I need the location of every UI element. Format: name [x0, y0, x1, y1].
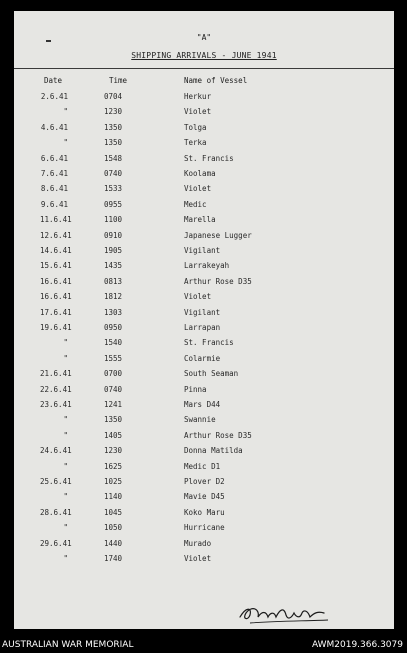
row-date: 16.6.41	[40, 276, 72, 286]
row-date: 4.6.41	[40, 122, 68, 132]
row-vessel: Vigilant	[184, 307, 221, 317]
table-row	[14, 369, 394, 384]
document-mark: "A"	[196, 33, 212, 42]
table-row	[14, 323, 394, 338]
row-date: 22.6.41	[40, 384, 72, 394]
row-time: 1303	[104, 307, 123, 317]
table-row	[14, 92, 394, 107]
row-date: 8.6.41	[40, 184, 68, 194]
row-date: "	[63, 461, 68, 471]
row-time: 1625	[104, 461, 123, 471]
row-vessel: Violet	[184, 554, 212, 563]
footer-institution: AUSTRALIAN WAR MEMORIAL	[2, 640, 134, 650]
row-vessel: Tolga	[184, 122, 207, 132]
row-vessel: Donna Matilda	[184, 446, 243, 456]
row-vessel: Murado	[184, 538, 212, 548]
row-time: 0813	[104, 276, 123, 286]
row-time: 1440	[104, 538, 123, 548]
row-time: 0704	[104, 92, 123, 101]
row-vessel: Arthur Rose D35	[184, 430, 252, 440]
row-time: 0740	[104, 169, 123, 178]
row-time: 1100	[104, 215, 123, 225]
table-row	[14, 462, 394, 477]
table-row	[14, 107, 394, 122]
table-row	[14, 446, 394, 461]
row-date: 19.6.41	[40, 323, 72, 332]
table-row	[14, 215, 394, 230]
row-date: 15.6.41	[40, 261, 72, 271]
table-row	[14, 338, 394, 353]
row-vessel: Japanese Lugger	[184, 230, 252, 240]
row-time: 1548	[104, 153, 123, 163]
table-row	[14, 261, 394, 276]
table-row	[14, 508, 394, 523]
row-date: 7.6.41	[40, 169, 68, 178]
table-row	[14, 539, 394, 554]
row-date: 6.6.41	[40, 153, 68, 163]
row-date: "	[63, 353, 68, 363]
row-time: 1905	[104, 246, 123, 255]
row-date: 28.6.41	[40, 507, 72, 517]
row-vessel: Arthur Rose D35	[184, 276, 252, 286]
row-time: 0740	[104, 384, 123, 394]
row-time: 1230	[104, 446, 123, 456]
row-date: 23.6.41	[40, 400, 72, 409]
table-row	[14, 492, 394, 507]
row-vessel: Medic D1	[184, 461, 221, 471]
row-vessel: Colarmie	[184, 353, 221, 363]
row-time: 1045	[104, 507, 123, 517]
row-vessel: Medic	[184, 199, 207, 209]
row-vessel: Violet	[184, 184, 212, 194]
row-date: "	[63, 430, 68, 440]
row-vessel: Mavie D45	[184, 492, 225, 502]
row-time: 1050	[104, 523, 123, 533]
row-time: 1350	[104, 415, 123, 425]
row-date: "	[63, 492, 68, 502]
row-time: 1350	[104, 122, 123, 132]
table-row	[14, 523, 394, 538]
document-title: SHIPPING ARRIVALS - JUNE 1941	[131, 51, 277, 60]
table-row	[14, 246, 394, 261]
row-date: 2.6.41	[40, 92, 68, 101]
row-vessel: Pinna	[184, 384, 207, 394]
table-row	[14, 138, 394, 153]
row-time: 0910	[104, 230, 123, 240]
row-date: "	[63, 415, 68, 425]
row-vessel: Koko Maru	[184, 507, 225, 517]
row-time: 1140	[104, 492, 123, 502]
row-vessel: Koolama	[184, 169, 216, 178]
row-vessel: St. Francis	[184, 338, 234, 348]
row-date: 21.6.41	[40, 369, 72, 379]
row-vessel: Terka	[184, 138, 207, 148]
table-row	[14, 354, 394, 369]
table-row	[14, 400, 394, 415]
row-vessel: Larrakeyah	[184, 261, 230, 271]
row-date: "	[63, 523, 68, 533]
column-header-date: Date	[44, 76, 63, 85]
row-date: "	[63, 554, 68, 563]
table-row	[14, 200, 394, 215]
row-time: 0700	[104, 369, 123, 379]
row-vessel: Swannie	[184, 415, 216, 425]
row-vessel: Marella	[184, 215, 216, 225]
table-row	[14, 477, 394, 492]
row-time: 1740	[104, 554, 123, 563]
row-time: 1405	[104, 430, 123, 440]
row-date: 14.6.41	[40, 246, 72, 255]
column-header-vessel: Name of Vessel	[184, 76, 248, 85]
table-row	[14, 184, 394, 199]
table-row	[14, 415, 394, 430]
row-vessel: Mars D44	[184, 400, 221, 409]
row-vessel: South Seaman	[184, 369, 239, 379]
row-date: 24.6.41	[40, 446, 72, 456]
row-vessel: Hurricane	[184, 523, 225, 533]
table-row	[14, 231, 394, 246]
row-vessel: St. Francis	[184, 153, 234, 163]
table-row	[14, 554, 394, 569]
row-time: 0955	[104, 199, 123, 209]
header-rule	[14, 68, 394, 69]
table-row	[14, 308, 394, 323]
row-time: 1555	[104, 353, 123, 363]
row-time: 1435	[104, 261, 123, 271]
row-time: 1812	[104, 292, 123, 302]
row-time: 1540	[104, 338, 123, 348]
table-row	[14, 154, 394, 169]
row-time: 1025	[104, 477, 123, 486]
footer-accession-number: AWM2019.366.3079	[311, 640, 403, 650]
column-header-time: Time	[109, 76, 128, 85]
row-time: 1230	[104, 107, 123, 117]
table-row	[14, 277, 394, 292]
row-date: "	[63, 107, 68, 117]
row-vessel: Violet	[184, 107, 212, 117]
row-date: "	[63, 338, 68, 348]
row-vessel: Violet	[184, 292, 212, 302]
row-vessel: Herkur	[184, 92, 212, 101]
table-row	[14, 431, 394, 446]
row-vessel: Larrapan	[184, 323, 221, 332]
row-date: 11.6.41	[40, 215, 72, 225]
table-row	[14, 169, 394, 184]
row-vessel: Vigilant	[184, 246, 221, 255]
row-time: 0950	[104, 323, 123, 332]
document-page	[14, 11, 394, 629]
row-vessel: Plover D2	[184, 477, 225, 486]
row-time: 1533	[104, 184, 123, 194]
row-date: 29.6.41	[40, 538, 72, 548]
row-date: 9.6.41	[40, 199, 68, 209]
row-date: "	[63, 138, 68, 148]
table-row	[14, 123, 394, 138]
handwritten-signature	[236, 599, 332, 627]
row-time: 1241	[104, 400, 123, 409]
row-date: 16.6.41	[40, 292, 72, 302]
row-time: 1350	[104, 138, 123, 148]
row-date: 17.6.41	[40, 307, 72, 317]
table-row	[14, 385, 394, 400]
table-row	[14, 292, 394, 307]
row-date: 25.6.41	[40, 477, 72, 486]
row-date: 12.6.41	[40, 230, 72, 240]
